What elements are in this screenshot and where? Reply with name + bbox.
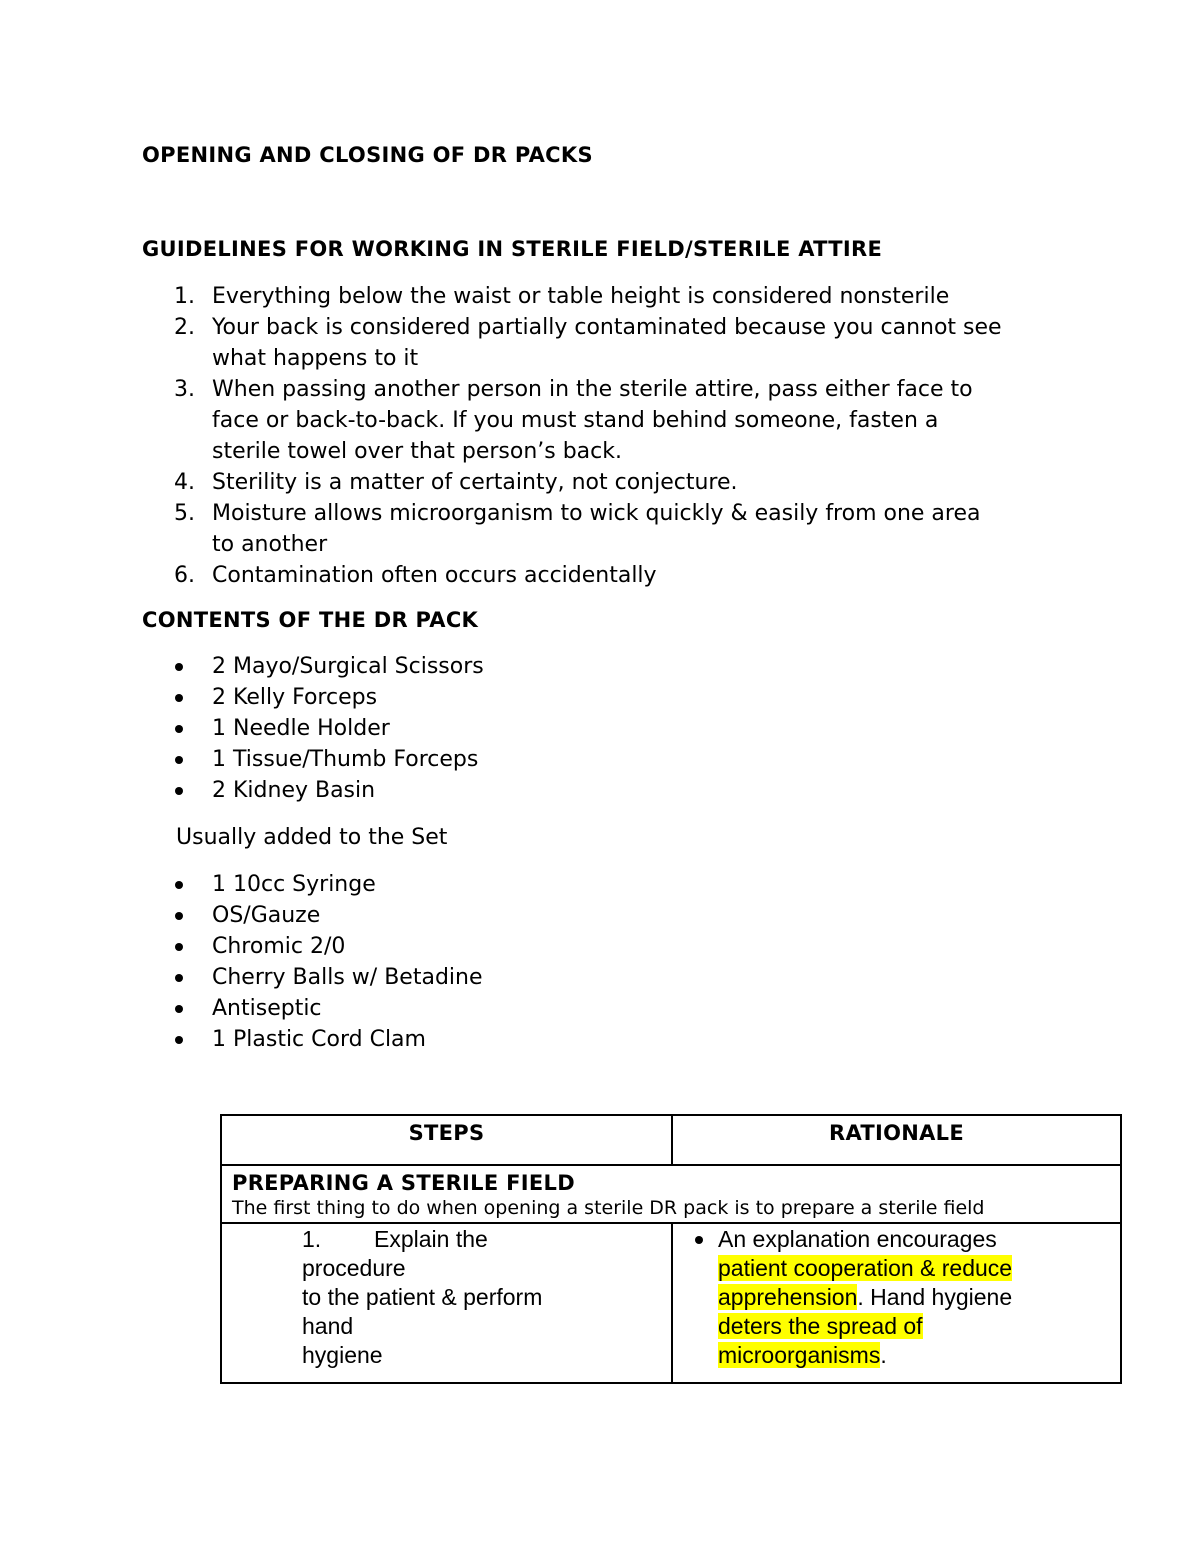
highlighted-text: deters the spread of <box>718 1313 923 1339</box>
list-item: 2 Kidney Basin <box>142 775 1042 806</box>
list-item: 1 Tissue/Thumb Forceps <box>142 744 1042 775</box>
bullet-icon <box>175 1005 183 1013</box>
list-item: Antiseptic <box>142 993 1042 1024</box>
list-item-number: 2. <box>174 315 195 340</box>
steps-rationale-table <box>220 1114 1122 1384</box>
list-item: 2. Your back is considered partially contaminated because you cannot see what happens to it <box>142 312 1082 374</box>
bullet-icon <box>175 943 183 951</box>
guidelines-list <box>142 281 1082 591</box>
section-cell <box>221 1165 1121 1223</box>
list-item: Chromic 2/0 <box>142 931 1042 962</box>
table-row <box>221 1223 1121 1383</box>
list-item: 3. When passing another person in the sterile attire, pass either face to face or back-to-back. If you must stand behind someone, fasten a sterile towel over that person’s back. <box>142 374 1082 467</box>
section-description: The first thing to do when opening a sterile DR pack is to prepare a sterile field <box>232 1197 985 1219</box>
step-cell: 1. Explain the procedure to the patient & perform hand hygiene <box>221 1223 672 1383</box>
table-header-row <box>221 1115 1121 1165</box>
guidelines-heading: GUIDELINES FOR WORKING IN STERILE FIELD/STERILE ATTIRE <box>142 237 883 261</box>
bullet-icon <box>175 1036 183 1044</box>
steps-header: STEPS <box>221 1115 672 1165</box>
added-items-list <box>142 869 1042 1055</box>
list-item: 1 10cc Syringe <box>142 869 1042 900</box>
list-item: 4. Sterility is a matter of certainty, not conjecture. <box>142 467 1082 498</box>
list-item-number: 5. <box>174 501 195 526</box>
list-item: 6. Contamination often occurs accidentally <box>142 560 1082 591</box>
bullet-icon <box>695 1236 703 1244</box>
bullet-icon <box>175 881 183 889</box>
bullet-icon <box>175 912 183 920</box>
bullet-icon <box>175 725 183 733</box>
list-item-number: 6. <box>174 563 195 588</box>
list-item: Cherry Balls w/ Betadine <box>142 962 1042 993</box>
list-item-number: 4. <box>174 470 195 495</box>
bullet-icon <box>175 694 183 702</box>
document-title: OPENING AND CLOSING OF DR PACKS <box>142 143 593 167</box>
highlighted-text: apprehension <box>718 1284 858 1310</box>
contents-heading: CONTENTS OF THE DR PACK <box>142 608 479 632</box>
rationale-header: RATIONALE <box>672 1115 1121 1165</box>
list-item: 1 Needle Holder <box>142 713 1042 744</box>
usually-added-label: Usually added to the Set <box>176 825 448 850</box>
list-item: 1. Everything below the waist or table height is considered nonsterile <box>142 281 1082 312</box>
list-item: 2 Kelly Forceps <box>142 682 1042 713</box>
table-section-row <box>221 1165 1121 1223</box>
list-item-number: 3. <box>174 377 195 402</box>
bullet-icon <box>175 787 183 795</box>
bullet-icon <box>175 756 183 764</box>
bullet-icon <box>175 663 183 671</box>
highlighted-text: microorganisms <box>718 1342 881 1368</box>
list-item: 5. Moisture allows microorganism to wick quickly & easily from one area to another <box>142 498 1082 560</box>
rationale-cell: An explanation encourages patient cooperation & reduce apprehension. Hand hygiene deters the spread of microorganisms. <box>672 1223 1121 1383</box>
list-item: 2 Mayo/Surgical Scissors <box>142 651 1042 682</box>
bullet-icon <box>175 974 183 982</box>
contents-list <box>142 651 1042 806</box>
list-item: OS/Gauze <box>142 900 1042 931</box>
step-number: 1. <box>302 1226 322 1252</box>
highlighted-text: patient cooperation & reduce <box>718 1255 1013 1281</box>
list-item: 1 Plastic Cord Clam <box>142 1024 1042 1055</box>
section-title: PREPARING A STERILE FIELD <box>232 1171 575 1195</box>
list-item-number: 1. <box>174 284 195 309</box>
